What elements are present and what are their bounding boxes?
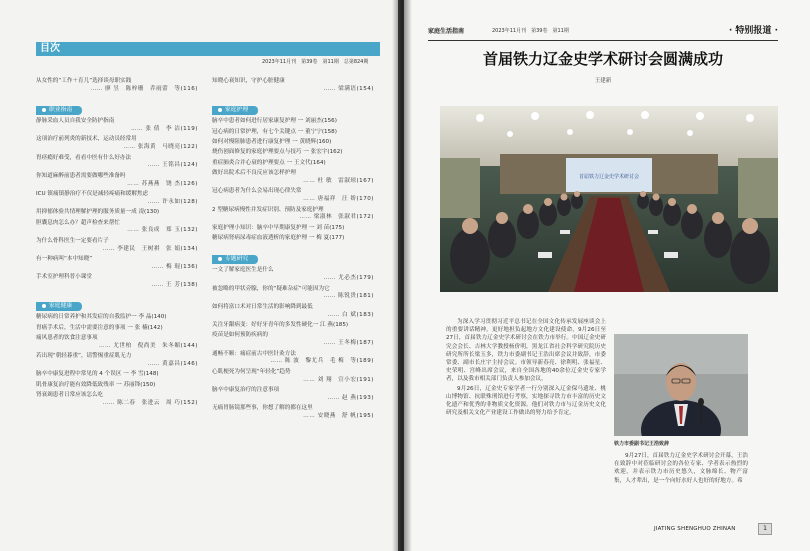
toc-entry[interactable]	[36, 78, 198, 94]
toc-entry-title: 手术室护理科普小课堂	[36, 274, 92, 281]
toc-entry-title: 用抑郁体验共情理解护理的服务质量一成 凌(130)	[36, 209, 160, 216]
toc-entry-title: 若出现“朝轻暮重”，请警惕重症肌无力	[36, 353, 132, 360]
toc-entry-title: 被忽略的甲状旁腺，你的“疑难杂症”可能因为它	[212, 285, 330, 292]
article-body-column-1	[446, 318, 606, 418]
toc-entry-authors: …… 张 倩 李 洁(119)	[130, 125, 198, 132]
toc-entry-authors: …… 刘 翔 宣小宏(191)	[303, 376, 374, 383]
header-rule	[428, 40, 778, 41]
article-author: 王建新	[594, 78, 612, 84]
toc-entry[interactable]	[36, 209, 198, 217]
toc-section-heading	[36, 106, 82, 115]
toc-entry-title: 静脉采血人员自我安全防护指南	[36, 118, 115, 125]
toc-entry[interactable]	[36, 382, 198, 390]
toc-entry-authors: …… 梁满语(154)	[323, 85, 374, 92]
section-label: · 特别报道 ·	[728, 26, 778, 36]
conference-photo	[440, 106, 778, 292]
article-page	[404, 0, 810, 551]
toc-entry-title: 为什么骨科医生一定要看片子	[36, 237, 109, 244]
conference-banner-text: 首届铁力辽金史学术研讨会	[578, 174, 640, 180]
speaker-photo-caption: 铁力市委副书记王浩致辞	[614, 441, 670, 447]
toc-entry-title: 脑卒中康复治疗的注意事项	[212, 387, 280, 393]
magazine-name: 家庭生活指南	[428, 28, 465, 35]
footer-magazine-pinyin: JIATING SHENGHUO ZHINAN	[654, 526, 736, 532]
toc-entry-title: 如何对慢阻肺患者进行康复护理 一 黄晓辉(160)	[212, 138, 332, 145]
toc-entry-title: 无痛胃肠镜那些事，你想了解的都在这里	[212, 405, 313, 412]
toc-title: 目次	[40, 43, 60, 54]
toc-entry-title: 胃癌手术后，生活中需要注意的事项 一 张 楠(142)	[36, 324, 163, 331]
toc-entry[interactable]	[212, 286, 374, 302]
toc-entry-authors: …… 张海黄 马晓亮(122)	[123, 144, 198, 151]
toc-column-2	[212, 78, 374, 423]
toc-entry[interactable]	[36, 155, 198, 171]
toc-entry-authors: …… 王冬梅(187)	[323, 340, 374, 347]
toc-entry[interactable]	[212, 170, 374, 186]
toc-section-label: 家庭护理	[225, 107, 249, 114]
toc-entry-title: 从女性的“工作＋育儿”选择谈母职实践	[36, 78, 132, 84]
speaker-photo	[614, 334, 748, 436]
toc-issue-info: 2023年11月刊 第39卷 第11期 总第824期	[262, 59, 369, 65]
toc-entry[interactable]	[36, 173, 198, 189]
toc-entry[interactable]	[212, 369, 374, 385]
toc-entry-title: 冠心病的日常护理，有七个关键点 一 董宁宁(158)	[212, 128, 337, 135]
toc-entry-title: 有一种病叫“本中知晓”	[36, 255, 93, 262]
toc-entry-title: 关注牙龈病变：好好牙青年的多发性硬化一 江 燕(185)	[212, 322, 349, 329]
section-bullet-icon	[218, 108, 222, 112]
toc-entry[interactable]	[36, 256, 198, 272]
toc-entry[interactable]	[36, 335, 198, 351]
toc-entry-title: 2 型糖尿病慢性并发症识别、预防及家庭护理	[212, 206, 324, 213]
toc-section-heading	[212, 106, 258, 115]
toc-entry[interactable]	[36, 325, 198, 333]
toc-section-heading	[36, 302, 82, 311]
toc-entry-authors: …… 梅 琨(136)	[151, 263, 198, 270]
toc-section-label: 职业指南	[49, 107, 73, 114]
toc-entry-title: 知晓心衰知识，守护心脏健康	[212, 78, 285, 84]
toc-entry-authors: …… 梁淑林 张淑君(172)	[299, 214, 374, 221]
toc-entry-authors: …… 张良成 郑 玉(132)	[127, 227, 198, 234]
toc-entry-title: 糖尿病肾病尿毒症血液透析的家庭护理 一 梅 夏(177)	[212, 235, 345, 242]
toc-entry-authors: …… 王铭昌(124)	[147, 162, 198, 169]
toc-entry[interactable]	[212, 351, 374, 367]
toc-entry[interactable]	[36, 136, 198, 152]
toc-entry-authors: …… 陈二春 张进云 周 巧(152)	[102, 400, 198, 406]
toc-entry-title: 疫苗是如何预防疾病的	[212, 332, 268, 339]
toc-entry-authors: …… 陈锐贵(181)	[323, 293, 374, 300]
section-bullet-icon	[218, 257, 222, 261]
toc-entry[interactable]	[36, 191, 198, 207]
toc-entry-title: 重症肺炎合并心衰的护理要点 一 王文代(164)	[212, 159, 326, 166]
toc-entry-authors: …… 许永如(128)	[147, 198, 198, 205]
toc-entry-title: 心肌梗死为何呈现“年轻化”趋势	[212, 368, 291, 375]
toc-entry-title: 如何将富口术对日常生活的影响降到最低	[212, 303, 313, 310]
toc-entry[interactable]	[36, 353, 198, 369]
toc-entry[interactable]	[212, 78, 374, 94]
toc-entry-authors: …… 尤必杰(179)	[323, 275, 374, 282]
toc-entry-authors: …… 白 斌(183)	[327, 311, 374, 318]
toc-entry-title: 通畅不顺：痛症前古中医针灸方法	[212, 350, 296, 357]
toc-entry[interactable]	[212, 332, 374, 348]
toc-entry[interactable]	[212, 387, 374, 403]
toc-entry-title: 肾衰竭患者日常应该怎么吃	[36, 392, 104, 399]
toc-entry[interactable]	[212, 207, 374, 223]
toc-entry-authors: …… 王 芳(138)	[151, 281, 198, 288]
toc-entry-title: 冠心病患者为什么会易出现心律失常	[212, 188, 302, 195]
article-body-column-2	[614, 452, 748, 486]
toc-entry[interactable]	[36, 274, 198, 290]
toc-entry[interactable]	[36, 238, 198, 254]
toc-entry-title: 胃痉瘾好难受，看看中医有什么好办法	[36, 154, 132, 161]
toc-section-label: 专题研究	[225, 256, 249, 263]
toc-entry[interactable]	[36, 371, 198, 379]
article-title: 首届铁力辽金史学术研讨会圆满成功	[482, 50, 723, 68]
toc-entry-title: 脑卒中康复进程中常见的 4 个误区 一 李 雪(148)	[36, 371, 159, 378]
article-paragraph: 9月27日，首届铁力辽金史学术研讨会开幕，王浩在致辞中对莅临研讨会的各位专家、学者表示热烈的欢迎，并表示铁力市历史悠久，文脉绵长、物产富集，人才辈出，是一个向好水好人也好的好地方。希	[614, 453, 748, 484]
issue-info: 2023年11月刊 第39卷 第11期	[492, 28, 569, 34]
toc-entry-authors: …… 李建民 王树祺 张 娟(134)	[102, 245, 198, 252]
toc-entry[interactable]	[212, 405, 374, 421]
toc-entry-title: 痛风患者的饮食注意事项	[36, 335, 98, 342]
toc-entry-authors: …… 苏燕燕 饶 杰(126)	[127, 180, 198, 187]
toc-entry-authors: …… 陈 波 黎尤兵 毛 梅 等(189)	[270, 358, 374, 365]
toc-entry-authors: …… 赵 燕(193)	[327, 394, 374, 401]
toc-entry-authors: …… 杜 敏 雷淑琼(167)	[303, 177, 374, 184]
toc-entry-authors: …… 尤世柏 倪尚美 朱冬媚(144)	[98, 342, 198, 349]
toc-entry[interactable]	[36, 314, 198, 322]
toc-entry-title: 这项治疗前列炎的新技术，运动员经常用	[36, 136, 137, 143]
toc-section-label: 家庭健康	[49, 303, 73, 310]
toc-entry[interactable]	[212, 225, 374, 233]
toc-entry-title: 烧伤创面修复的家庭护理要点与技巧 一 张宏宇(162)	[212, 149, 343, 156]
toc-entry[interactable]	[212, 129, 374, 137]
book-gutter-shadow	[392, 0, 412, 551]
toc-entry[interactable]	[212, 188, 374, 204]
toc-entry-title: 脑卒中患者如何进行居家康复护理 一 刘丽杰(156)	[212, 118, 337, 125]
toc-entry-title: 肌骨康复治疗能有效降低致残率 一 苏丽锋(150)	[36, 381, 156, 388]
toc-entry[interactable]	[36, 220, 198, 236]
toc-entry-title: 你知道麻醉前患者需要做哪些准备吗	[36, 172, 126, 179]
toc-entry[interactable]	[36, 118, 198, 134]
page-number: 1	[758, 523, 772, 535]
toc-entry-title: 糖尿病的日常养护和其发症的自我监护一 李 晶(140)	[36, 314, 167, 321]
toc-entry[interactable]	[36, 392, 198, 408]
toc-entry[interactable]	[212, 322, 374, 330]
toc-entry[interactable]	[212, 160, 374, 168]
toc-entry-title: ICU 镇痛镇静治疗不仅是减轻疼痛和缓解焦虑	[36, 190, 149, 197]
toc-entry-authors: …… 唐福祥 汪 娇(170)	[303, 196, 374, 203]
toc-entry-title: 一文了解家庭医生是什么	[212, 267, 274, 274]
article-paragraph: 9月26日，辽金史专家学者一行分别深入辽金保马遗址、桃山博物馆、抗联殊刑馆进行考察，实地探寻铁力市丰富的历史文化遗产和优秀的非物质文化资源。他们对铁力市与辽金历史文化研究及相关文化产业建设工作做出的努力给予肯定。	[446, 385, 606, 417]
toc-entry[interactable]	[212, 118, 374, 126]
toc-entry-authors: …… 廖 昱 陈梓珊 乔雨蕾 等(116)	[90, 85, 198, 92]
toc-entry-title: 家庭护理小知识：脑卒中早期康复护理 一 刘 苗(175)	[212, 224, 345, 231]
toc-entry[interactable]	[212, 304, 374, 320]
toc-entry-title: 胆囊息肉怎么办？超声检查来帮忙	[36, 219, 120, 226]
article-paragraph: 为深入学习贯彻习近平总书记在全国文化传承发展座谈会上的重要讲话精神，更好地担负起地方文化建设使命，9月26日至27日，首届铁力辽金史学术研讨会在铁力市举行。中国辽金史研究会会长、吉林大学教授杨价明，黑龙江省社会科学研究院历史研究所所长梁玉多，铁力市委副书记王浩出席会议并致辞，市委常委、副市长庄宇主持会议。市领导新春亮、徐利明、张福星、史荣明、宫峰出席会议，来自全国各地的40余位辽金史专家学者，以及我市相关部门负责人参加会议。	[446, 319, 606, 383]
toc-entry[interactable]	[212, 267, 374, 283]
toc-page	[0, 0, 398, 551]
toc-column-1	[36, 78, 198, 410]
toc-section-heading	[212, 255, 258, 264]
toc-entry[interactable]	[212, 235, 374, 243]
toc-entry[interactable]	[212, 139, 374, 147]
section-bullet-icon	[42, 304, 46, 308]
toc-header-bar	[36, 42, 380, 56]
toc-entry-authors: …… 安晓燕 舒 帆(195)	[303, 412, 374, 419]
toc-entry-title: 做好出院术后不良反应该怎样护理	[212, 170, 296, 177]
running-header	[428, 26, 778, 38]
toc-entry-authors: …… 黄嘉昌(146)	[147, 361, 198, 368]
toc-entry[interactable]	[212, 149, 374, 157]
section-bullet-icon	[42, 108, 46, 112]
